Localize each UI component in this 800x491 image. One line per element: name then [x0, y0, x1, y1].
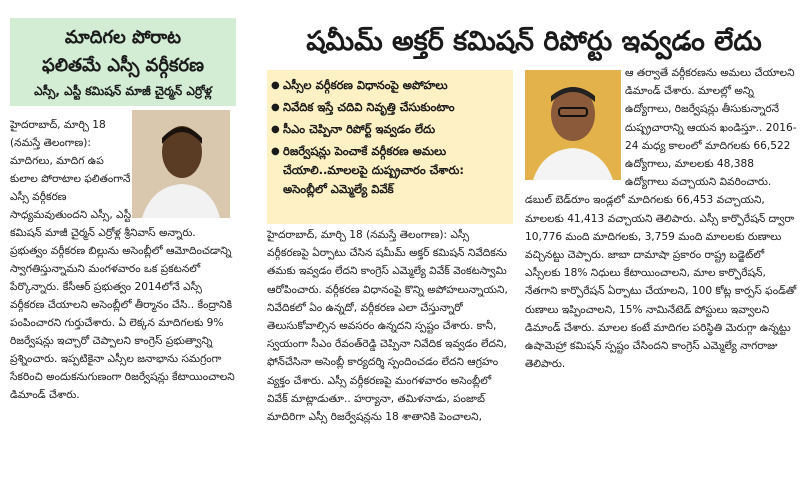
right-article-body-right — [525, 64, 799, 373]
left-headline — [10, 24, 236, 80]
highlights-box — [267, 70, 513, 224]
highlight-item: ● సీఎం చెప్పినా రిపోర్ట్ ఇవ్వడం లేదు — [271, 120, 509, 139]
left-headline-line1: మాదిగల పోరాట — [64, 27, 182, 48]
highlight-item: ● రిజర్వేషన్లు పెంచాకే వర్గీకరణ అమలు చేయాలి..మాలలపై దుష్ప్రచారం చేశారు: అసెంబ్లీలో ఎమ్మెల్యే వివేక్ — [271, 142, 509, 199]
bullet-icon: ● — [271, 124, 280, 135]
right-article — [249, 0, 800, 491]
right-article-body-middle: హైదరాబాద్, మార్చి 18 (నమస్తే తెలంగాణ): ఎస్సీ వర్గీకరణపై ఏర్పాటు చేసిన షమీమ్ అక్తర్ కమిషన్ నివేదికను తమకు ఇవ్వడం లేదని కాంగ్రెస్ ఎమ్మెల్యే వివేక్ వెంకటస్వామి ఆరోపించారు. వర్గీకరణ విధానంపై కొన్ని అపోహలున్నాయని, నివేదికలో ఏం ఉన్నదో, వర్గీకరణ ఎలా చేస్తున్నారో తెలుసుకోవాల్సిన అవసరం ఉన్నదని స్పష్టం చేశారు. కానీ, స్వయంగా సీఎం రేవంత్‌రెడ్డి చెప్పినా నివేదిక ఇవ్వడం లేదని, ఫోన్‌చేసినా అసెంబ్లీ కార్యదర్శి స్పందించడం లేదని ఆగ్రహం వ్యక్తం చేశారు. ఎస్సీ వర్గీకరణపై మంగళవారం అసెంబ్లీలో వివేక్ మాట్లాడుతూ.. హర్యానా, తమిళనాడు, పంజాబ్ మాదిరిగా ఎస్సీ రిజర్వేషన్లను 18 శాతానికి పెంచాలని, — [267, 229, 508, 424]
right-headline: షమీమ్ అక్తర్ కమిషన్ రిపోర్టు ఇవ్వడం లేదు — [306, 26, 762, 57]
left-article-body — [10, 116, 235, 404]
highlight-item: ● నివేదిక ఇస్తే చదివి నివృత్తి చేసుకుంటాం — [271, 98, 509, 117]
bullet-icon: ● — [271, 102, 280, 113]
left-subheadline: ఎస్సీ, ఎస్టీ కమిషన్ మాజీ చైర్మన్ ఎర్రోళ్ల — [34, 84, 212, 98]
highlight-item: ● ఎస్సీల వర్గీకరణ విధానంపై అపోహలు — [271, 76, 509, 95]
bullet-icon: ● — [271, 80, 280, 91]
left-body-text: హైదరాబాద్, మార్చి 18 (నమస్తే తెలంగాణ): మాదిగలు, మాదిగ ఉప కులాల పోరాటాల ఫలితంగానే ఎస్సీ వర్గీకరణ సాధ్యమవుతుందని ఎస్సీ, ఎస్టీ కమిషన్ మాజీ చైర్మన్ ఎర్రోళ్ల శ్రీనివాస్ అన్నారు. ప్రభుత్వం వర్గీకరణ బిల్లును అసెంబ్లీలో ఆమోదించడాన్ని స్వాగతిస్తున్నామని మంగళవారం ఒక ప్రకటనలో పేర్కొన్నారు. కేసీఆర్ ప్రభుత్వం 2014లోనే ఎస్సీ వర్గీకరణ చేయాలని అసెంబ్లీలో తీర్మానం చేసి.. కేంద్రానికి పంపించారని గుర్తుచేశారు. ఏ లెక్కన మాదిగలకు 9% రిజర్వేషన్లు ఇచ్చారో చెప్పాలని కాంగ్రెస్ ప్రభుత్వాన్ని ప్రశ్నించారు. ఇప్పటికైనా ఎస్సీల జనాభాను సమగ్రంగా సేకరించి అందుకనుగుణంగా రిజర్వేషన్లు కేటాయించాలని డిమాండ్ చేశారు. — [10, 119, 235, 401]
left-headline-line2: ఫలితమే ఎస్సీ వర్గీకరణ — [42, 55, 204, 76]
right-body-text: ఆ తర్వాతే వర్గీకరణను అమలు చేయాలని డిమాండ్ చేశారు. మాలల్లో అన్ని ఉద్యోగాలు, రిజర్వేషన్లు తీసుకున్నారనే దుష్ప్రచారాన్ని ఆయన ఖండిస్తూ.. 2016-24 మధ్య కాలంలో మాదిగలకు 66,522 ఉద్యోగాలు, మాలలకు 48,388 ఉద్యోగాలు వచ్చాయని వివరించారు. డబుల్ బెడ్‌రూం ఇండ్లలో మాదిగలకు 66,453 వచ్చాయని, మాలలకు 41,413 వచ్చాయని తెలిపారు. ఎస్సీ కార్పొరేషన్ ద్వారా 10,776 మంది మాదిగలకు, 3,759 మంది మాలలకు రుణాలు వచ్చినట్టు చెప్పారు. జాబా దామాషా ప్రకారం రాష్ట్ర బడ్జెట్‌లో ఎస్సీలకు 18% నిధులు కేటాయించాలని, మాల కార్పొరేషన్, నేతగాని కార్పొరేషన్ ఏర్పాటు చేయాలని, 100 కోట్ల కార్పస్ ఫండ్‌తో రుణాలు ఇప్పించాలని, 15% నామినేటెడ్ పోస్టులు ఇవ్వాలని డిమాండ్ చేశారు. మాలల కంటే మాదిగల పరిస్థితి మెరుగ్గా ఉన్నట్టు ఉషామెహ్రా కమిషన్ స్పష్టం చేసిందని కాంగ్రెస్ ఎమ్మెల్యే నాగరాజు తెలిపారు. — [525, 67, 797, 371]
bullet-icon: ● — [271, 146, 280, 157]
left-article — [0, 18, 236, 491]
